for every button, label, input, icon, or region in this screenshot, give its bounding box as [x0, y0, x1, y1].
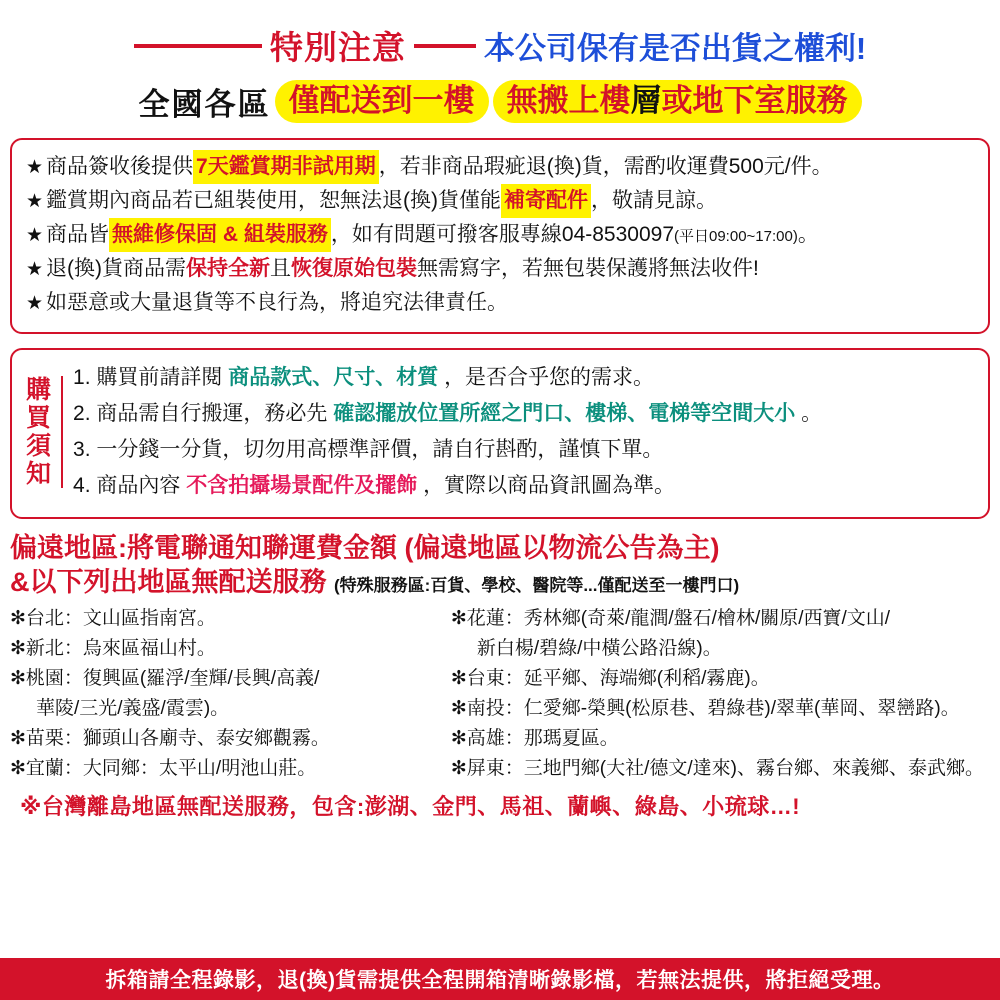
- purchase-notice-items: [73, 360, 974, 504]
- pill2-part-c: 或地下室服務: [661, 82, 848, 118]
- offshore-island-note: ※台灣離島地區無配送服務，包含:澎湖、金門、馬祖、蘭嶼、綠島、小琉球…!: [20, 793, 801, 819]
- area-text: 桃園：復興區(羅浮/奎輝/長興/高義/: [25, 667, 320, 689]
- star-note-3-text-a: 商品皆: [46, 223, 110, 247]
- remote-title-line-1: 偏遠地區:將電聯通知聯運費金額 (偏遠地區以物流公告為主): [10, 532, 720, 563]
- star-note-3: [26, 218, 974, 252]
- area-text: 南投：仁愛鄉-榮興(松原巷、碧綠巷)/翠華(華岡、翠巒路)。: [466, 697, 960, 719]
- purchase-notice-box: [10, 348, 990, 518]
- notice-item-2-number: 2.: [73, 402, 91, 426]
- area-row: [10, 754, 439, 784]
- area-row: [451, 664, 984, 694]
- asterisk-icon: ✻: [450, 757, 467, 779]
- notice-label-char-2: 買: [26, 404, 52, 433]
- area-row: [10, 724, 439, 754]
- star-note-4-text-a: 退(換)貨商品需: [46, 257, 187, 281]
- star-icon: ★: [26, 259, 44, 281]
- area-row: [10, 664, 439, 694]
- notice-item-2-highlight: 確認擺放位置所經之門口、樓梯、電梯等空間大小: [333, 402, 796, 426]
- notice-item-2: [73, 396, 974, 432]
- asterisk-icon: ✻: [10, 757, 26, 779]
- notice-item-1-text-b: ，是否合乎您的需求。: [444, 366, 655, 390]
- star-note-1-text-b: ，若非商品瑕疵退(換)貨，需酌收運費500元/件。: [378, 155, 833, 178]
- area-text: 花蓮：秀林鄉(奇萊/龍澗/盤石/檜林/關原/西寶/文山/: [466, 607, 891, 629]
- star-note-3-text-c: 。: [797, 223, 819, 247]
- asterisk-icon: ✻: [10, 607, 26, 629]
- footer-banner: 拆箱請全程錄影，退(換)貨需提供全程開箱清晰錄影檔，若無法提供，將拒絕受理。: [0, 958, 1000, 1000]
- area-text: 台東：延平鄉、海端鄉(利稻/霧鹿)。: [466, 667, 770, 689]
- delivery-scope-line: [0, 73, 1000, 134]
- area-row: [451, 694, 984, 724]
- remote-title-line-2-main: &以下列出地區無配送服務: [10, 567, 327, 598]
- purchase-notice-label: [22, 376, 63, 488]
- area-text: 新北：烏來區福山村。: [25, 637, 216, 659]
- delivery-pill-ground-floor: 僅配送到一樓: [275, 80, 489, 124]
- remote-area-column-left: [10, 604, 445, 784]
- star-note-4-red-a: 保持全新: [186, 257, 271, 281]
- notice-label-char-3: 須: [26, 432, 52, 461]
- asterisk-icon: ✻: [450, 607, 467, 629]
- star-note-4-text-c: 無需寫字，若無包裝保護將無法收件!: [417, 257, 759, 281]
- header-right-text: 本公司保有是否出貨之權利!: [483, 31, 867, 66]
- asterisk-icon: ✻: [10, 727, 26, 749]
- notice-item-1: [73, 360, 974, 396]
- delivery-prefix: 全國各區: [138, 87, 271, 122]
- area-text: 高雄：那瑪夏區。: [466, 727, 619, 749]
- notice-item-4-highlight: 不含拍攝場景配件及擺飾: [186, 474, 418, 498]
- notice-label-char-4: 知: [26, 460, 52, 489]
- asterisk-icon: ✻: [10, 667, 26, 689]
- notice-item-2-text-a: 商品需自行搬運，務必先: [96, 402, 328, 426]
- notice-item-3-number: 3.: [73, 438, 91, 462]
- notice-item-4: [73, 468, 974, 504]
- star-note-1-text-a: 商品簽收後提供: [46, 155, 194, 178]
- star-note-3-highlight: 無維修保固 & 組裝服務: [109, 218, 331, 252]
- service-hours: (平日09:00~17:00): [674, 228, 798, 246]
- area-row-continuation: [10, 694, 439, 724]
- asterisk-icon: ✻: [450, 697, 467, 719]
- area-row: [451, 754, 984, 784]
- notice-item-1-highlight: 商品款式、尺寸、材質: [228, 366, 439, 390]
- notice-label-char-1: 購: [26, 376, 52, 405]
- header-rule-left: [134, 44, 262, 48]
- remote-title-line-2: [10, 565, 990, 600]
- star-note-2-text-a: 鑑賞期內商品若已組裝使用，恕無法退(換)貨僅能: [46, 189, 502, 213]
- page-title: 特別注意: [269, 29, 406, 66]
- pill2-part-b: 層: [630, 82, 662, 118]
- area-row: [451, 604, 984, 634]
- area-text: 新白楊/碧綠/中橫公路沿線)。: [476, 637, 722, 659]
- notice-item-4-number: 4.: [73, 474, 91, 498]
- star-note-1: [26, 150, 974, 184]
- star-note-4-text-b: 且: [270, 257, 292, 281]
- notice-item-1-text-a: 購買前請詳閱: [96, 366, 223, 390]
- notice-item-3: [73, 432, 974, 468]
- area-text: 宜蘭：大同鄉：太平山/明池山莊。: [25, 757, 317, 779]
- star-icon: ★: [26, 293, 44, 315]
- area-row: [10, 604, 439, 634]
- asterisk-icon: ✻: [450, 727, 467, 749]
- notice-item-2-text-b: 。: [801, 402, 823, 426]
- area-row: [10, 634, 439, 664]
- star-icon: ★: [26, 191, 44, 213]
- area-text: 華陵/三光/義盛/霞雲)。: [36, 697, 230, 719]
- area-row: [451, 724, 984, 754]
- star-note-5-text: 如惡意或大量退貨等不良行為，將追究法律責任。: [46, 291, 509, 315]
- star-icon: ★: [26, 157, 44, 178]
- remote-area-columns: [10, 604, 990, 784]
- star-note-2-highlight: 補寄配件: [501, 184, 591, 218]
- notice-item-1-number: 1.: [73, 366, 91, 390]
- pill2-part-a: 無搬上樓: [506, 82, 631, 118]
- delivery-pill-no-carry-up: [493, 80, 862, 124]
- star-note-3-text-b: ，如有問題可撥客服專線04-8530097: [330, 223, 674, 247]
- asterisk-icon: ✻: [10, 637, 26, 659]
- area-text: 屏東：三地門鄉(大社/德文/達來)、霧台鄉、來義鄉、泰武鄉。: [466, 757, 984, 779]
- notice-item-4-text-a: 商品內容: [96, 474, 181, 498]
- star-note-4-red-b: 恢復原始包裝: [291, 257, 418, 281]
- header: [0, 0, 1000, 73]
- notice-item-3-text: 一分錢一分貨，切勿用高標準評價，請自行斟酌，謹慎下單。: [96, 438, 664, 462]
- remote-area-section: [10, 531, 990, 821]
- star-note-2: [26, 184, 974, 218]
- remote-area-column-right: [445, 604, 990, 784]
- star-note-1-highlight: 7天鑑賞期非試用期: [193, 150, 379, 184]
- header-rule-middle: [414, 44, 476, 48]
- asterisk-icon: ✻: [450, 667, 467, 689]
- star-note-2-text-b: ，敬請見諒。: [591, 189, 718, 213]
- star-icon: ★: [26, 225, 44, 247]
- area-row-continuation: [451, 634, 984, 664]
- star-note-5: [26, 286, 974, 320]
- star-notes-box: [10, 138, 990, 334]
- area-text: 台北：文山區指南宮。: [25, 607, 216, 629]
- notice-item-4-text-b: ，實際以商品資訊圖為準。: [423, 474, 676, 498]
- remote-title-line-2-sub: (特殊服務區:百貨、學校、醫院等...僅配送至一樓門口): [334, 576, 740, 596]
- area-text: 苗栗：獅頭山各廟寺、泰安鄉觀霧。: [25, 727, 330, 749]
- star-note-4: [26, 252, 974, 286]
